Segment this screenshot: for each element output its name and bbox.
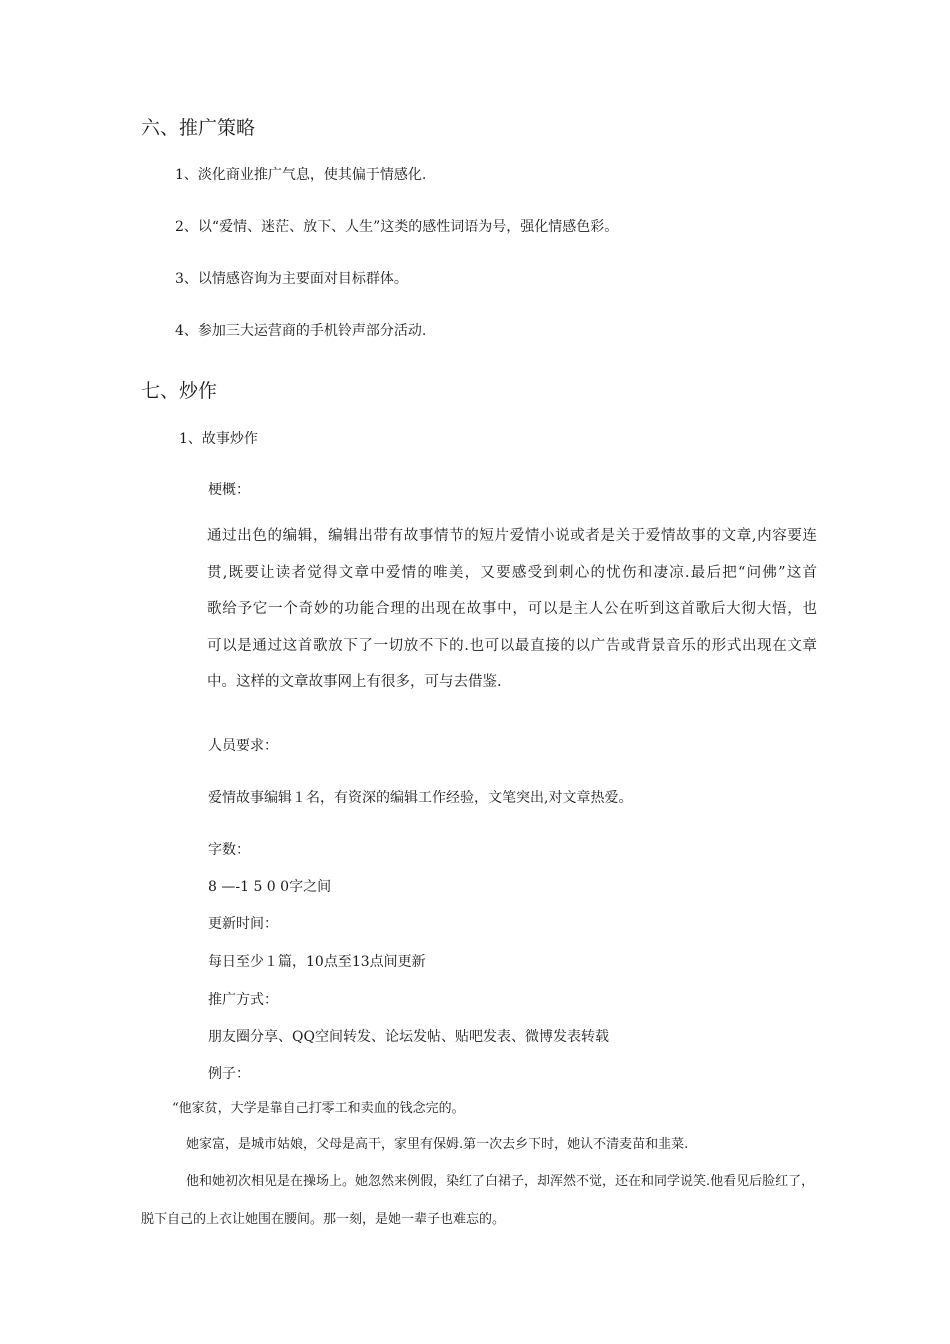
- strategy-item-4: 4、参加三大运营商的手机铃声部分活动.: [175, 323, 427, 339]
- update-time-text: 每日至少１篇，10点至13点间更新: [208, 954, 426, 970]
- outline-line: 通过出色的编辑，编辑出带有故事情节的短片爱情小说或者是关于爱情故事的文章,内容要连: [207, 528, 817, 544]
- staff-requirement-text: 爱情故事编辑１名，有资深的编辑工作经验，文笔突出,对文章热爱。: [208, 790, 633, 806]
- outline-line: 贯,既要让读者觉得文章中爱情的唯美，又要感受到刺心的忧伤和凄凉.最后把“问佛”这首: [207, 564, 817, 581]
- example-line-1: “他家贫，大学是靠自己打零工和卖血的钱念完的。: [172, 1101, 465, 1116]
- subsection-story-hype: 1、故事炒作: [179, 431, 258, 447]
- outline-paragraph: [207, 526, 817, 709]
- strategy-item-1: 1、淡化商业推广气息，使其偏于情感化.: [175, 167, 427, 183]
- outline-line: 歌给予它一个奇妙的功能合理的出现在故事中，可以是主人公在听到这首歌后大彻大悟，也: [207, 601, 817, 617]
- staff-requirement-label: 人员要求：: [208, 738, 278, 754]
- promotion-method-label: 推广方式：: [208, 992, 278, 1008]
- strategy-item-3: 3、以情感咨询为主要面对目标群体。: [175, 271, 408, 287]
- example-line-3: 他和她初次相见是在操场上。她忽然来例假，染红了白裙子，却浑然不觉，还在和同学说笑.他看见后脸红了，: [186, 1174, 815, 1189]
- word-count-label: 字数：: [208, 842, 250, 858]
- update-time-label: 更新时间：: [208, 916, 278, 932]
- outline-line: 中。这样的文章故事网上有很多，可与去借鉴.: [207, 674, 502, 690]
- example-label: 例子：: [208, 1066, 250, 1082]
- section-heading-hype: 七、炒作: [141, 380, 218, 402]
- section-heading-promotion-strategy: 六、推广策略: [141, 117, 256, 139]
- strategy-item-2: 2、以“爱情、迷茫、放下、人生”这类的感性词语为号，强化情感色彩。: [175, 219, 619, 235]
- word-count-text: 8 —-1 5 0 0字之间: [208, 879, 332, 895]
- example-line-4: 脱下自己的上衣让她围在腰间。那一刻，是她一辈子也难忘的。: [141, 1212, 506, 1227]
- promotion-method-text: 朋友圈分享、QQ空间转发、论坛发帖、贴吧发表、微博发表转载: [208, 1029, 609, 1045]
- outline-line: 可以是通过这首歌放下了一切放不下的.也可以最直接的以广告或背景音乐的形式出现在文章: [207, 637, 817, 654]
- example-line-2: 她家富，是城市姑娘，父母是高干，家里有保姆.第一次去乡下时，她认不清麦苗和韭菜.: [186, 1137, 689, 1152]
- outline-label: 梗概：: [208, 482, 250, 498]
